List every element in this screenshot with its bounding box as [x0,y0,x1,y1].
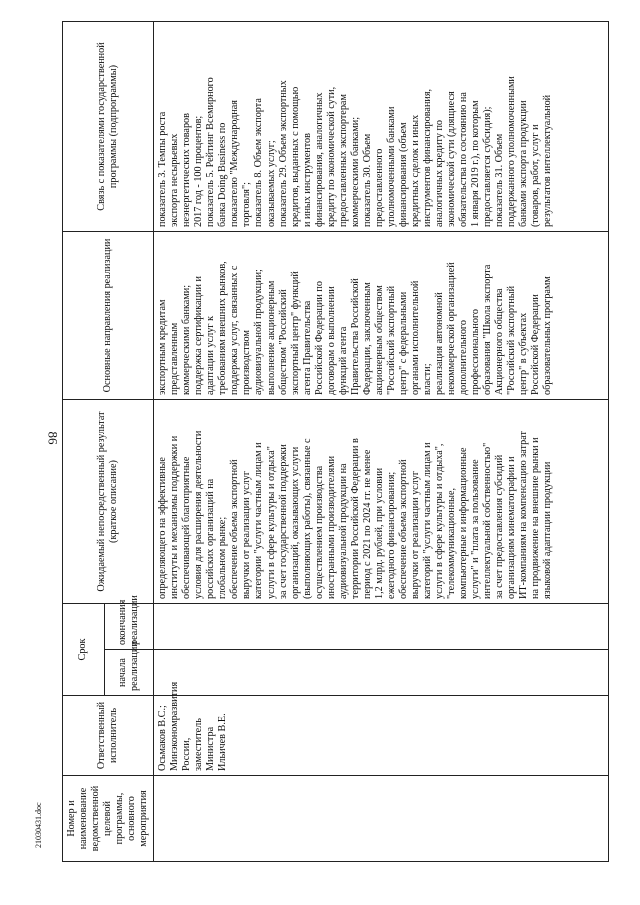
link-line: кредитных сделок и иных [409,114,421,227]
link-line: кредитов, выданных с помощью [289,86,301,227]
link-line: коммерческими банками; [349,116,361,227]
link-line: обязательства по состоянию на [458,92,469,227]
cell-program [154,776,609,862]
link-line: экспорта несырьевых [169,133,181,227]
link-line: аналогичных кредиту по [433,119,445,227]
responsible-line: Минэкономразвития [169,681,181,771]
result-line: ИТ-компаниям на компенсацию затрат [518,431,530,599]
link-line: экономической сути (длящиеся [445,91,457,227]
link-line: показатель 5. Рейтинг Всемирного [205,77,217,227]
result-line: организациям кинематографии и [506,456,518,599]
page-number: 86 [45,431,61,445]
cell-directions [154,232,609,400]
header-program: Номер и наименование ведомственной целевой программы, основного мероприятия [63,776,154,862]
result-line: территории Российской Федерации в [349,438,361,599]
result-line: услуги в сфере культуры и отдыха" [265,446,277,599]
directions-line: некоммерческой организацией [445,262,457,395]
link-line: банка Doing Business по [217,122,229,227]
cell-end [154,604,609,650]
link-line: показателю "Международная [229,100,241,227]
result-line: за счет предоставления субсидий [494,454,506,599]
directions-line: акционерным обществом [373,285,385,395]
link-line: финансирования, аналогичных [313,92,325,227]
cell-link [154,22,609,232]
responsible-line: Министра [205,726,217,771]
cell-responsible [154,681,609,776]
directions-line: договорам о выполнении [325,286,337,395]
directions-line: центр" в субъектах [518,312,530,395]
directions-line: обществом "Российский [277,289,289,395]
directions-line: коммерческими банками; [181,284,193,395]
link-line: торговля"; [241,182,253,227]
result-line: категорий "услуги частным лицам и [421,442,433,599]
directions-line: производством [241,330,253,395]
directions-line: экспортный центр" функций [289,271,301,395]
responsible-line: заместитель [193,718,205,771]
program-table [62,21,609,862]
link-line: инструментов финансирования, [421,88,433,227]
header-srok: Срок [63,604,105,696]
result-line: обеспечивающей благоприятные [181,456,193,599]
result-line: услуги" и "плата за пользование [470,459,482,599]
link-line: банками экспорта продукции [518,100,530,227]
result-line: аудиовизуальной продукции на [337,463,349,599]
link-line: (товаров, работ, услуг и [530,124,542,227]
link-line: предоставленных экспортерам [337,94,349,227]
result-line: 1,2 млрд. рублей, при условии [373,467,385,599]
link-line: уполномоченными банками [385,106,397,227]
result-line: период с 2021 по 2024 гг. не менее [361,449,373,599]
directions-line: Российской Федерации по [313,281,325,395]
link-line: кредиту по экономической сути, [325,86,337,227]
result-line: выручки от реализации услуг [409,470,421,599]
directions-line: поддержка сертификации и [193,276,205,395]
directions-line: Акционерного общества [494,288,506,395]
result-line: обеспечение объема экспортной [397,459,409,599]
directions-line: органами исполнительной [409,280,421,395]
link-line: неэнергетических товаров [181,113,193,227]
header-end: окончания реализации [104,604,153,650]
program-table-container [62,22,592,862]
header-responsible: Ответственный исполнитель [63,696,154,776]
directions-line: власти; [421,363,433,395]
result-line: на продвижение на внешние рынки и [530,437,542,599]
directions-line: агента Правительства [301,300,313,395]
result-line: институты и механизмы поддержки и [169,435,181,599]
directions-line: профессионального [470,309,482,395]
link-line: поддержанного уполномоченными [506,76,518,227]
directions-line: Правительства Российской [349,278,361,395]
link-line: показатель 29. Объем экспортных [277,80,289,227]
link-line: предоставленного [373,148,385,227]
link-line: показатель 30. Объем [361,133,373,227]
link-line: результатов интеллектуальной [542,94,554,227]
responsible-line: России, [181,737,193,771]
directions-line: функций агента [337,326,349,395]
directions-line: "Российский экспортный [506,285,518,395]
cell-start [154,650,609,696]
result-line: категории "услуги частным лицам и [253,442,265,599]
directions-line: аудиовизуальной продукции; [253,269,265,395]
result-line: иностранными производителями [325,455,337,599]
directions-line: дополнительного [458,320,469,395]
header-start: начала реализации [104,650,153,696]
link-line: оказываемых услуг; [265,140,277,227]
result-line: услуги в сфере культуры и отдыха", [433,443,445,599]
directions-line: требованиям внешних рынков, [217,261,229,395]
footer-filename: 21030431.doc [34,802,43,848]
result-line: интеллектуальной собственностью" [482,442,494,599]
link-line: финансирования (объем [397,122,409,227]
directions-line: экспортным кредитам [157,299,169,395]
directions-line: образования "Школа экспорта [482,264,494,395]
link-line: 2017 год - 100 процентов; [193,115,205,227]
result-line: определяющего на эффективные [157,457,169,599]
result-line: компьютерные и информационные [458,447,469,599]
directions-line: образовательных программ [542,276,554,395]
directions-line: представленным [169,322,181,395]
result-line: организаций, оказывающих услуги [289,446,301,599]
directions-line: адаптации услуг к [205,315,217,395]
link-line: показатель 3. Темпы роста [157,111,169,227]
result-line: российских организаций на [205,478,217,599]
responsible-line: Осьмаков В.С.; [157,705,169,771]
result-line: за счет государственной поддержки [277,444,289,599]
cell-result [154,400,609,604]
link-line: показатель 31. Объем [494,133,506,227]
header-result: Ожидаемый непосредственный результат (краткое описание) [63,400,154,604]
directions-line: центр" с федеральными [397,291,409,395]
link-line: 1 января 2019 г.), по которым [470,100,482,227]
header-directions: Основные направления реализации [63,232,154,400]
result-line: осуществлением производства [313,465,325,599]
result-line: глобальном рынке; [217,516,229,599]
result-line: "телекоммуникационные, [445,487,457,599]
directions-line: выполнение акционерным [265,280,277,395]
link-line: показатель 8. Объем экспорта [253,98,265,227]
link-line: предоставляется субсидия); [482,106,494,227]
result-line: выручки от реализации услуг [241,470,253,599]
header-link: Связь с показателями государственной программы (подпрограммы) [63,22,154,232]
result-line: ежегодного финансирования; [385,471,397,599]
directions-line: Российской Федерации [530,294,542,395]
result-line: обеспечение объема экспортной [229,459,241,599]
responsible-line: Ильичев В.Е. [217,713,229,771]
result-line: (выполняющих работы), связанные с [301,438,313,599]
directions-line: Федерации, заключенным [361,282,373,395]
result-line: языковой адаптации продукции [542,461,554,599]
directions-line: поддержка услуг, связанных с [229,265,241,395]
link-line: и иных инструментов [301,133,313,227]
table-row [154,22,609,862]
directions-line: "Российский экспортный [385,285,397,395]
result-line: условия для расширения деятельности [193,430,205,599]
directions-line: реализация автономной [433,292,445,395]
